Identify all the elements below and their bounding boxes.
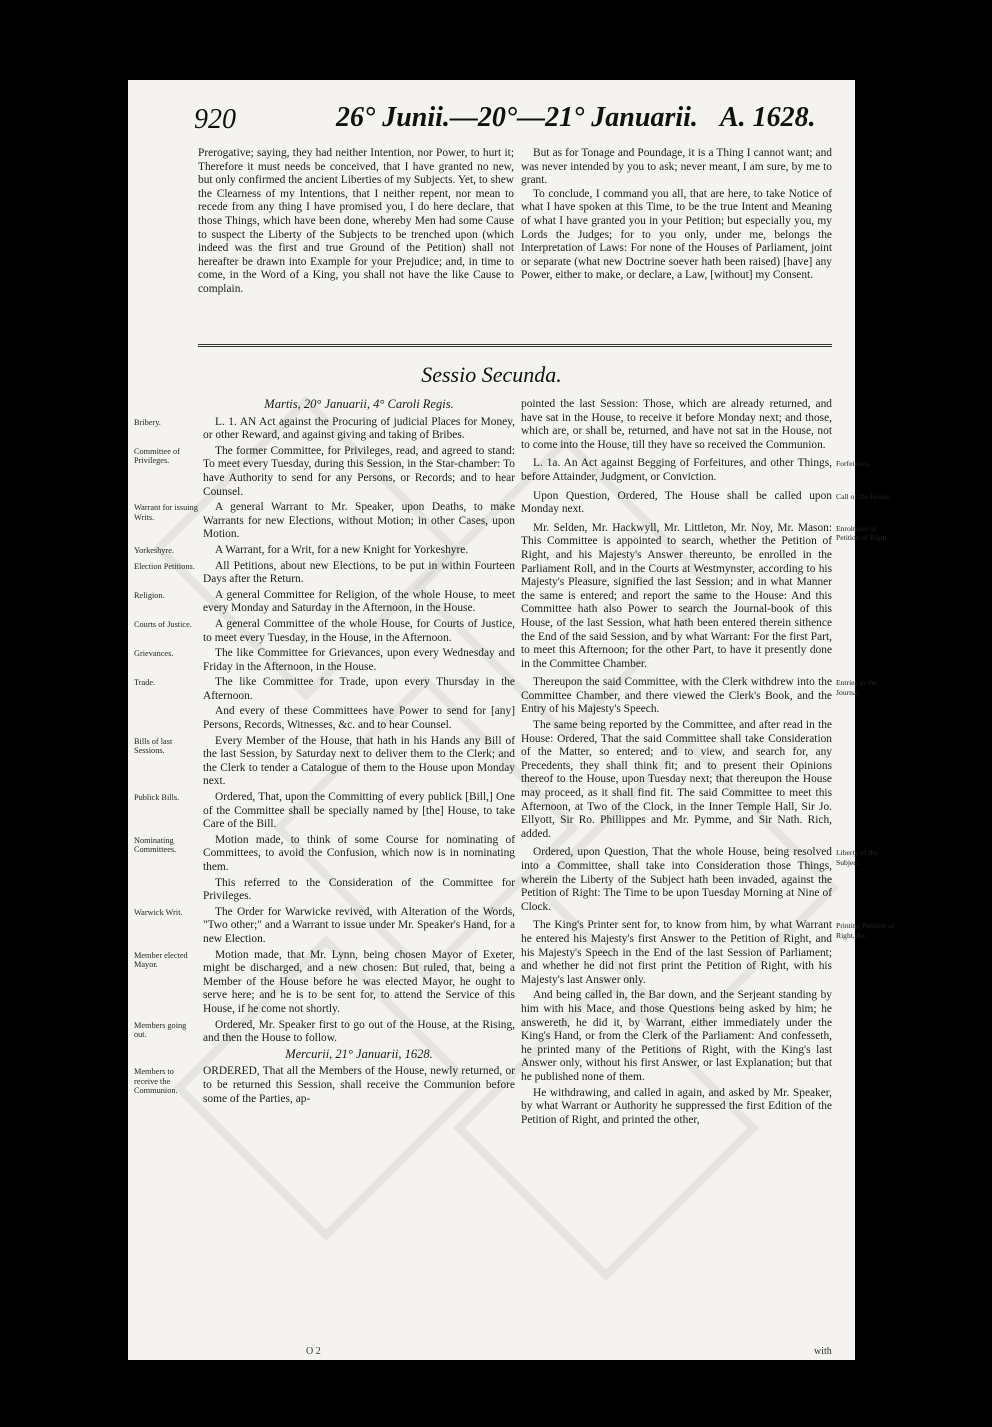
martis-heading: Martis, 20° Januarii, 4° Caroli Regis.	[264, 397, 454, 411]
right-entry: pointed the last Session: Those, which are already returned, and have sat in the House, to receive it before Monday next; and those, which are, or shall be, returned, and have not sat in the House, not to come into the House, till they have so received the Communion.	[521, 398, 832, 451]
mercurii-heading: Mercurii, 21° Januarii, 1628.	[285, 1046, 433, 1061]
left-entry: And every of these Committees have Power to send for [any] Persons, Records, Witnesses, &c. and to hear Counsel.	[203, 705, 515, 732]
page-number: 920	[194, 104, 236, 135]
margin-note: Election Petitions.	[134, 561, 195, 571]
left-entry: A general Warrant to Mr. Speaker, upon Deaths, to make Warrants for new Elections, without Motion; in other Cases, upon Motion.	[203, 501, 515, 541]
right-entry: Ordered, upon Question, That the whole House, being resolved into a Committee, shall take into Consideration those Things, wherein the Liberty of the Subject hath been invaded, against the Petition of Right: The Time to be upon Tuesday Morning at Nine of Clock.	[521, 846, 832, 913]
main-left-column	[203, 398, 515, 1108]
margin-note: Member elected Mayor.	[134, 950, 188, 970]
left-entry: A Warrant, for a Writ, for a new Knight for Yorkeshyre.	[215, 543, 469, 556]
left-entry: The like Committee for Grievances, upon every Wednesday and Friday in the Afternoon, in the House.	[203, 647, 515, 673]
right-entry: Mr. Selden, Mr. Hackwyll, Mr. Littleton, Mr. Noy, Mr. Mason: This Committee is appointed to search, whether the Petition of Right, and his Majesty's Answer thereunto, be enrolled in the Parliament Roll, and in the Courts at Westmynster, according to his Majesty's Pleasure, signified the last Session; and in what Manner the same is entered; and report the same to the House: And this Committee hath also Power to search the Journal-book of this House, of the last Session, what hath been entered therein sithence the End of the said Session, and by what Warrant: For the first Part, to meet this Afternoon; for the other Part, to have it presently done in the Committee Chamber.	[521, 521, 832, 670]
right-entry: And being called in, the Bar down, and the Serjeant standing by him with his Mace, and those Questions being asked by him; he answereth, he did it, by Warrant, either immediately under the King's Hand, or from the Clerk of the Parliament: And confesseth, he printed many of the Petitions of Right, with the King's last Answer only, without his first Answer, or last Explanation; but that he published none of them.	[521, 989, 832, 1083]
margin-note: Nominating Committees.	[134, 835, 177, 855]
left-entry: L. 1. AN Act against the Procuring of judicial Places for Money, or other Reward, and against giving and taking of Bribes.	[203, 415, 515, 442]
margin-note: Religion.	[134, 590, 165, 600]
mercurii-entry: ORDERED, That all the Members of the House, newly returned, or to be returned this Session, shall receive the Communion before some of the Parties, ap-	[203, 1065, 515, 1105]
margin-note: Trade.	[134, 678, 156, 688]
left-entry: The Order for Warwicke revived, with Alteration of the Words, "Two other;" and a Warrant to issue under Mr. Speaker's Hand, for a new Election.	[203, 905, 515, 945]
margin-note: Members to receive the Communion.	[134, 1067, 178, 1096]
document-page	[128, 80, 895, 1360]
right-entry: Upon Question, Ordered, The House shall be called upon Monday next.	[521, 489, 832, 516]
left-entry: The former Committee, for Privileges, read, and agreed to stand: To meet every Tuesday, during this Session, in the Star-chamber: To have Authority to send for any Persons, or Records; and to hear Counsel.	[203, 444, 515, 498]
margin-note: Grievances.	[134, 649, 174, 659]
left-entry: A general Committee for Religion, of the whole House, to meet every Monday and Saturday in the Afternoon, in the House.	[203, 588, 515, 615]
left-entry: All Petitions, about new Elections, to be put in within Fourteen Days after the Return.	[203, 559, 515, 586]
top-left-paragraph: Prerogative; saying, they had neither Intention, nor Power, to hurt it; Therefore it must needs be conceived, that I have granted no new, but only confirmed the ancient Liberties of my Subjects. Yet, to shew the Clearness of my Intentions, that I neither repent, nor mean to recede from any thing I have promised you, I do here declare, that those Things, which have been done, whereby Men had some Cause to suspect the Liberty of the Subjects to be trenched upon (which indeed was the first and true Ground of the Petition) shall not hereafter be drawn into Example for your Prejudice; and, in time to come, in the Word of a King, you shall not have the like Cause to complain.	[198, 147, 514, 295]
top-left-column	[198, 147, 514, 297]
main-right-column	[521, 398, 832, 1129]
signature-mark: O 2	[306, 1346, 321, 1357]
top-right-paragraph: To conclude, I command you all, that are here, to take Notice of what I have spoken at this Time, to be the true Intent and Meaning of what I have granted you in your Petition; but especially you, my Lords the Judges; for to you only, under me, belongs the Interpretation of Laws: For none of the Houses of Parliament, joint or separate (what new Doctrine soever hath been raised) [have] any Power, either to make, or declare, a Law, [without] my Consent.	[521, 187, 832, 282]
margin-note: Forfeitures.	[836, 459, 872, 469]
margin-note: Enrolment of Petition of Right.	[836, 523, 889, 543]
right-entry: The same being reported by the Committee, and after read in the House: Ordered, That the said Committee shall take Consideration of the Matter, so entered; and to view, and search for, any Precedents, they shall think fit; and to present their Opinions thereof to the House, upon Tuesday next; that thereupon the House may proceed, as it shall find fit. The said Committee to meet this Afternoon, at Two of the Clock, in the Inner Temple Hall, Sir Jo. Ellyott, Sir Ro. Phillippes and Mr. Pymme, and Sir Nath. Rich, added.	[521, 719, 832, 840]
right-entry: The King's Printer sent for, to know from him, by what Warrant he entered his Majesty's first Answer to the Petition of Right, and his Majesty's Speech in the End of the last Session of Parliament; and whether he did not first print the Petition of Right, with his Majesty's last Answer only.	[521, 919, 832, 986]
header-year: A. 1628.	[720, 102, 816, 133]
left-entry: Every Member of the House, that hath in his Hands any Bill of the last Session, by Saturday next to deliver them to the Clerk; and the Clerk to tender a Catalogue of them to the House upon Monday next.	[203, 734, 515, 788]
margin-note: Publick Bills.	[134, 793, 180, 803]
top-right-column	[521, 147, 832, 283]
margin-note: Committee of Privileges.	[134, 446, 180, 466]
left-entry: Ordered, That, upon the Committing of every publick [Bill,] One of the Committee shall be specially named by [the] House, to take Care of the Bill.	[203, 791, 515, 831]
margin-note: Yorkeshyre.	[134, 545, 174, 555]
margin-note: Members going out.	[134, 1020, 187, 1040]
margin-note: Call of the House.	[836, 491, 892, 501]
margin-note: Bills of last Sessions.	[134, 736, 173, 756]
left-entry: The like Committee for Trade, upon every Thursday in the Afternoon.	[203, 676, 515, 702]
session-title: Sessio Secunda.	[421, 362, 562, 387]
margin-note: Printing Petition of Right, &c.	[836, 921, 895, 940]
margin-note: Courts of Justice.	[134, 619, 192, 629]
margin-note: Warwick Writ.	[134, 907, 183, 917]
right-entry: L. 1a. An Act against Begging of Forfeitures, and other Things, before Attainder, Judgment, or Conviction.	[521, 457, 832, 483]
margin-note: Warrant for issuing Writs.	[134, 503, 198, 522]
page-header	[128, 102, 855, 142]
right-entry: Thereupon the said Committee, with the Clerk withdrew into the Committee Chamber, and there viewed the Clerk's Book, and the Entry of his Majesty's Speech.	[521, 676, 832, 716]
left-entry: Motion made, to think of some Course for nominating of Committees, to avoid the Confusion, which now is in nominating them.	[203, 833, 515, 873]
margin-note: Liberty of the Subject.	[836, 848, 878, 867]
margin-note: Bribery.	[134, 417, 161, 427]
left-entry: A general Committee of the whole House, for Courts of Justice, to meet every Tuesday, in the House, in the Afternoon.	[203, 617, 515, 644]
header-date-range: 26° Junii.—20°—21° Januarii.	[336, 102, 698, 133]
left-entry: This referred to the Consideration of the Committee for Privileges.	[203, 876, 515, 903]
margin-note: Entries in the Journal.	[836, 678, 877, 697]
left-entry: Motion made, that Mr. Lynn, being chosen Mayor of Exeter, might be discharged, and a new chosen: But ruled, that, being a Member of the House before he was elected Mayor, he ought to serve here; and he is to be sent for, to attend the Service of this House, if he come not shortly.	[203, 948, 515, 1015]
top-right-paragraph: But as for Tonage and Poundage, it is a Thing I cannot want; and was never intended by you to ask; never meant, I am sure, by me to grant.	[521, 147, 832, 187]
left-entry: Ordered, Mr. Speaker first to go out of the House, at the Rising, and then the House to follow.	[203, 1018, 515, 1045]
section-divider	[198, 344, 832, 347]
catchword: with	[814, 1346, 832, 1357]
right-entry: He withdrawing, and called in again, and asked by Mr. Speaker, by what Warrant or Authority he suppressed the first Edition of the Petition of Right, and printed the other,	[521, 1086, 832, 1126]
